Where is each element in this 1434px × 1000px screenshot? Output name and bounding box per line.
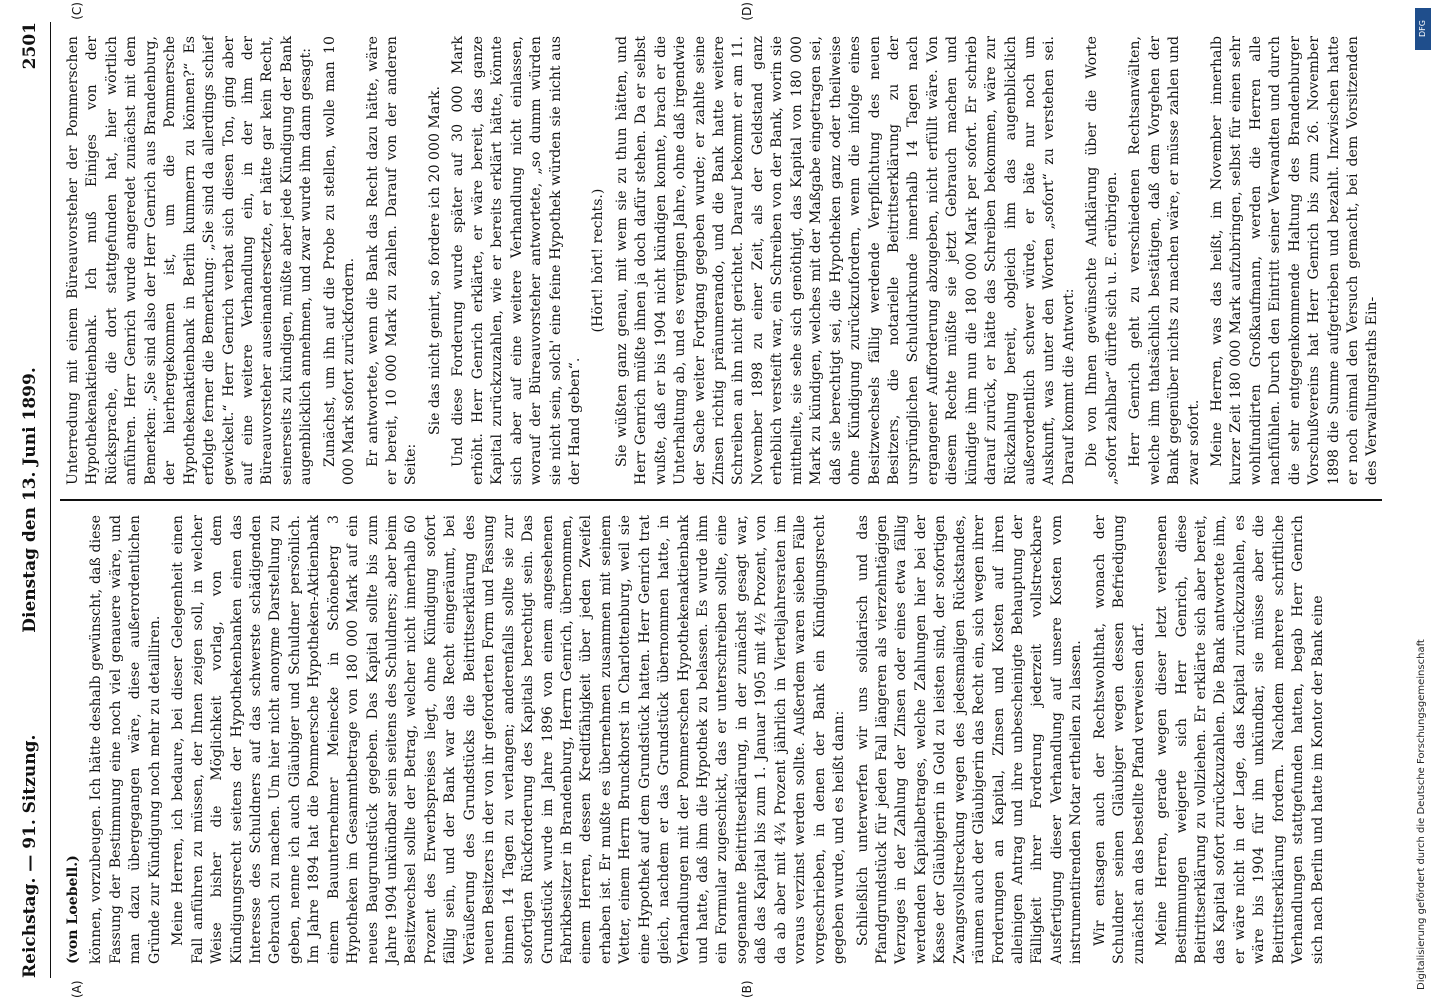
right-paragraph: Unterredung mit einem Büreauvorsteher der Pommerschen Hypothekenaktienbank. Ich muß Einiges von der Rücksprache, die dort stattgefunden hat, hier wörtlich anführen. Herr Genrich wurde angeredet zunächst mit dem Bemerken: „Sie sind also der Herr Genrich aus Brandenburg, der hierhergekommen ist, um die Pommersche Hypothekenaktienbank in Berlin kummern zu können?“ Es erfolgte ferner die Bemerkung: „Sie sind da allerdings schief gewickelt.“ Herr Genrich verbat sich diesen Ton, ging aber auf eine weitere Verhandlung ein, in der ihm der Büreauvorsteher auseinandersetzte, er hätte gar kein Recht, seinerseits zu kündigen, müßte aber jede Kündigung der Bank augenblicklich annehmen, und zwar wurde ihm dann gesagt:: [65, 36, 315, 485]
right-paragraph: Die von Ihnen gewünschte Aufklärung über die Worte „sofort zahlbar“ dürfte sich u. E. erübrigen.: [1084, 36, 1120, 485]
left-paragraph: Wir entsagen auch der Rechtswohlthat, wonach der Schuldner seinen Gläubiger wegen dessen Befriedigung zunächst an das bestellte Pfand verweisen darf.: [1091, 515, 1147, 964]
header-rule: [50, 22, 51, 978]
marker-c: (C): [70, 2, 84, 20]
header-left: Reichstag. — 91. Sitzung.: [20, 734, 40, 978]
left-paragraph: können, vorzubeugen. Ich hätte deshalb gewünscht, daß diese Fassung der Bestimmung eine noch viel genauere wäre, und man dazu übergegangen wäre, diese außerordentlichen Gründe zur Kündigung noch mehr zu detailliren.: [88, 515, 163, 964]
right-paragraph: (Hört! hört! rechts.): [590, 188, 607, 333]
right-paragraph: Er antwortete, wenn die Bank das Recht dazu hätte, wäre er bereit, 10 000 Mark zu zahlen. Darauf von der anderen Seite:: [364, 36, 420, 485]
left-paragraph: Meine Herren, ich bedaure, bei dieser Gelegenheit einen Fall anführen zu müssen, der Ihnen zeigen soll, in welcher Weise bisher die Möglichkeit vorlag, von dem Kündigungsrecht seitens der Hypothekenbanken einen das Interesse des Schuldners auf das schwerste schädigenden Gebrauch zu machen. Um hier nicht anonyme Darstellung zu geben, nenne ich auch Gläubiger und Schuldner persönlich. Im Jahre 1894 hat die Pommersche Hypotheken-Aktienbank einem Bauunternehmer Meinecke in Schöneberg 3 Hypotheken im Gesammtbetrage von 180 000 Mark auf ein neues Baugrundstück gegeben. Das Kapital sollte bis zum Jahre 1904 unkündbar sein seitens des Schuldners; aber beim Besitzwechsel sollte der Betrag, welcher nicht innerhalb 60 Prozent des Erwerbspreises liegt, ohne Kündigung sofort fällig sein, und der Bank war das Recht eingeräumt, bei Veräußerung des Grundstücks die Beitrittserklärung des neuen Besitzers in der von ihr geforderten Form und Fassung binnen 14 Tagen zu verlangen; anderenfalls sollte sie zur sofortigen Rückforderung des Kapitals berechtigt sein. Das Grundstück wurde im Jahre 1896 von einem angesehenen Fabrikbesitzer in Brandenburg, Herrn Genrich, übernommen, einem Herren, dessen Kreditfähigkeit über jeden Zweifel erhaben ist. Er mußte es übernehmen zusammen mit seinem Vetter, einem Herrn Brunckhorst in Charlottenburg, weil sie eine Hypothek auf dem Grundstück hatten. Herr Genrich trat gleich, nachdem er das Grundstück übernommen hatte, in Verhandlungen mit der Pommerschen Hypothekenaktienbank und hatte, daß ihm die Hypothek zu belassen. Es wurde ihm ein Formular zugeschickt, das er unterschreiben sollte, eine sogenannte Beitrittserklärung, in der zunächst gesagt war, daß das Kapital bis zum 1. Januar 1905 mit 4½ Prozent, von da ab aber mit 4¾ Prozent jährlich in Vierteljahresraten im voraus verzinst werden sollte. Außerdem waren sieben Fälle vorgeschrieben, in denen der Bank ein Kündigungsrecht gegeben wurde, und es heißt dann:: [170, 515, 848, 964]
digitization-text: Digitalisierung gefördert durch die Deutsche Forschungsgemeinschaft: [1416, 639, 1427, 990]
marker-a: (A): [70, 980, 84, 998]
header-date: Dienstag den 13. Juni 1899.: [20, 367, 40, 633]
text-columns: [60, 22, 1382, 978]
marker-d: (D): [740, 2, 754, 21]
left-paragraph: Meine Herren, gerade wegen dieser letzt verlesenen Bestimmungen weigerte sich Herr Genrich, diese Beitrittserklärung zu vollziehen. Er erklärte sich aber bereit, das Kapital sofort zurückzuzahlen. Die Bank antwortete ihm, er wäre nicht in der Lage, das Kapital zurückzuzahlen, es wäre bis 1904 für ihn unkündbar, sie müsse aber die Beitrittserklärung fordern. Nachdem mehrere schriftliche Verhandlungen stattgefunden hatten, begab Herr Genrich sich nach Berlin und hatte im Kontor der Bank eine: [1154, 515, 1326, 964]
right-column: [60, 22, 1382, 499]
left-paragraph: Schließlich unterwerfen wir uns solidarisch und das Pfandgrundstück für jeden Fall längeren als vierzehntägigen Verzuges in der Zahlung der Zinsen oder eines etwa fällig werdenden Kapitalbetrages, welche Zahlungen hier bei der Kasse der Gläubigerin in Gold zu leisten sind, der sofortigen Zwangsvollstreckung wegen des jedesmaligen Rückstandes, räumen auch der Gläubigerin das Recht ein, sich wegen ihrer Forderungen an Kapital, Zinsen und Kosten auf ihren alleinigen Antrag und ihre unbescheinigte Behauptung der Fälligkeit ihrer Forderung jederzeit vollstreckbare Ausfertigung dieser Verhandlung auf unsere Kosten vom instrumentirenden Notar ertheilen zu lassen.: [854, 515, 1085, 964]
right-paragraph: Sie das nicht genirt, so fordere ich 20 000 Mark.: [426, 85, 443, 436]
right-paragraph: Sie wüßten ganz genau, mit wem sie zu thun hätten, und Herr Genrich müßte ihnen ja doch dafür stehen. Da er selbst wußte, daß er bis 1904 nicht kündigen konnte, brach er die Unterhaltung ab, und es vergingen Jahre, ohne daß irgendwie der Sache weiter Fortgang gegeben wurde; er zahlte seine Zinsen richtig pränumerando, und die Bank hatte weitere Schreiben an ihn nicht gerichtet. Darauf bekommt er am 11. November 1898 zu einer Zeit, als der Geldstand ganz erheblich versteift war, ein Schreiben von der Bank, worin sie mittheilte, sie sehe sich genöthigt, das Kapital von 180 000 Mark zu kündigen, welches mit der Maßgabe eingetragen sei, daß sie berechtigt sei, die Hypotheken ganz oder theilweise ohne Kündigung zurückzufordern, wenn die infolge eines Besitzwechsels fällig werdende Verpflichtung des neuen Besitzers, die notarielle Beitrittserklärung zu der ursprünglichen Schuldurkunde innerhalb 14 Tagen nach ergangener Aufforderung abzugeben, nicht erfüllt wäre. Von diesem Rechte müßte sie jetzt Gebrauch machen und kündigte ihm nun die 180 000 Mark per sofort. Er schrieb darauf zurück, er hätte das Schreiben bekommen, wäre zur Rückzahlung bereit, obgleich ihm das augenblicklich außerordentlich schwer würde, er bäte nur noch um Auskunft, was unter den Worten „sofort“ zu verstehen sei. Darauf kommt die Antwort:: [613, 36, 1077, 485]
dfg-logo: DFG: [1415, 8, 1431, 50]
digitization-note: [1412, 0, 1434, 1000]
speaker-name: (von Loebell.): [65, 855, 81, 964]
right-paragraph: Und diese Forderung wurde später auf 30 000 Mark erhöht. Herr Genrich erklärte, er wäre bereit, das ganze Kapital zurückzuzahlen, wie er bereits erklärt hätte, könnte sich aber auf eine weitere Verhandlung nicht einlassen, worauf der Büreauvorsteher antwortete, „so dumm würden sie nicht sein, solch' eine feine Hypothek würden sie nicht aus der Hand geben“.: [450, 36, 583, 485]
right-paragraph: Meine Herren, was das heißt, im November innerhalb kurzer Zeit 180 000 Mark aufzubringen, selbst für einen sehr wohlfundirten Großkaufmann, werden die Herren alle nachfühlen. Durch den Eintritt seiner Verwandten und durch die sehr entgegenkommende Haltung des Brandenburger Vorschußvereins hat Herr Genrich bis zum 26. November 1898 die Summe aufgetrieben und bezahlt. Inzwischen hatte er noch einmal den Versuch gemacht, bei dem Vorsitzenden des Verwaltungsraths Ein-: [1208, 36, 1381, 485]
left-column: [60, 501, 1382, 978]
right-paragraph: Zunächst, um ihn auf die Probe zu stellen, wolle man 10 000 Mark sofort zurückfordern.: [321, 36, 358, 485]
marker-b: (B): [740, 980, 754, 998]
page-header: [20, 22, 48, 978]
page-number: 2501: [20, 22, 40, 70]
column-divider: [60, 499, 1382, 501]
right-paragraph: Herr Genrich geht zu verschiedenen Rechtsanwälten, welche ihm thatsächlich bestätigen, daß dem Vorgehen der Bank gegenüber nichts zu machen wäre, er müsse zahlen und zwar sofort.: [1127, 36, 1202, 485]
